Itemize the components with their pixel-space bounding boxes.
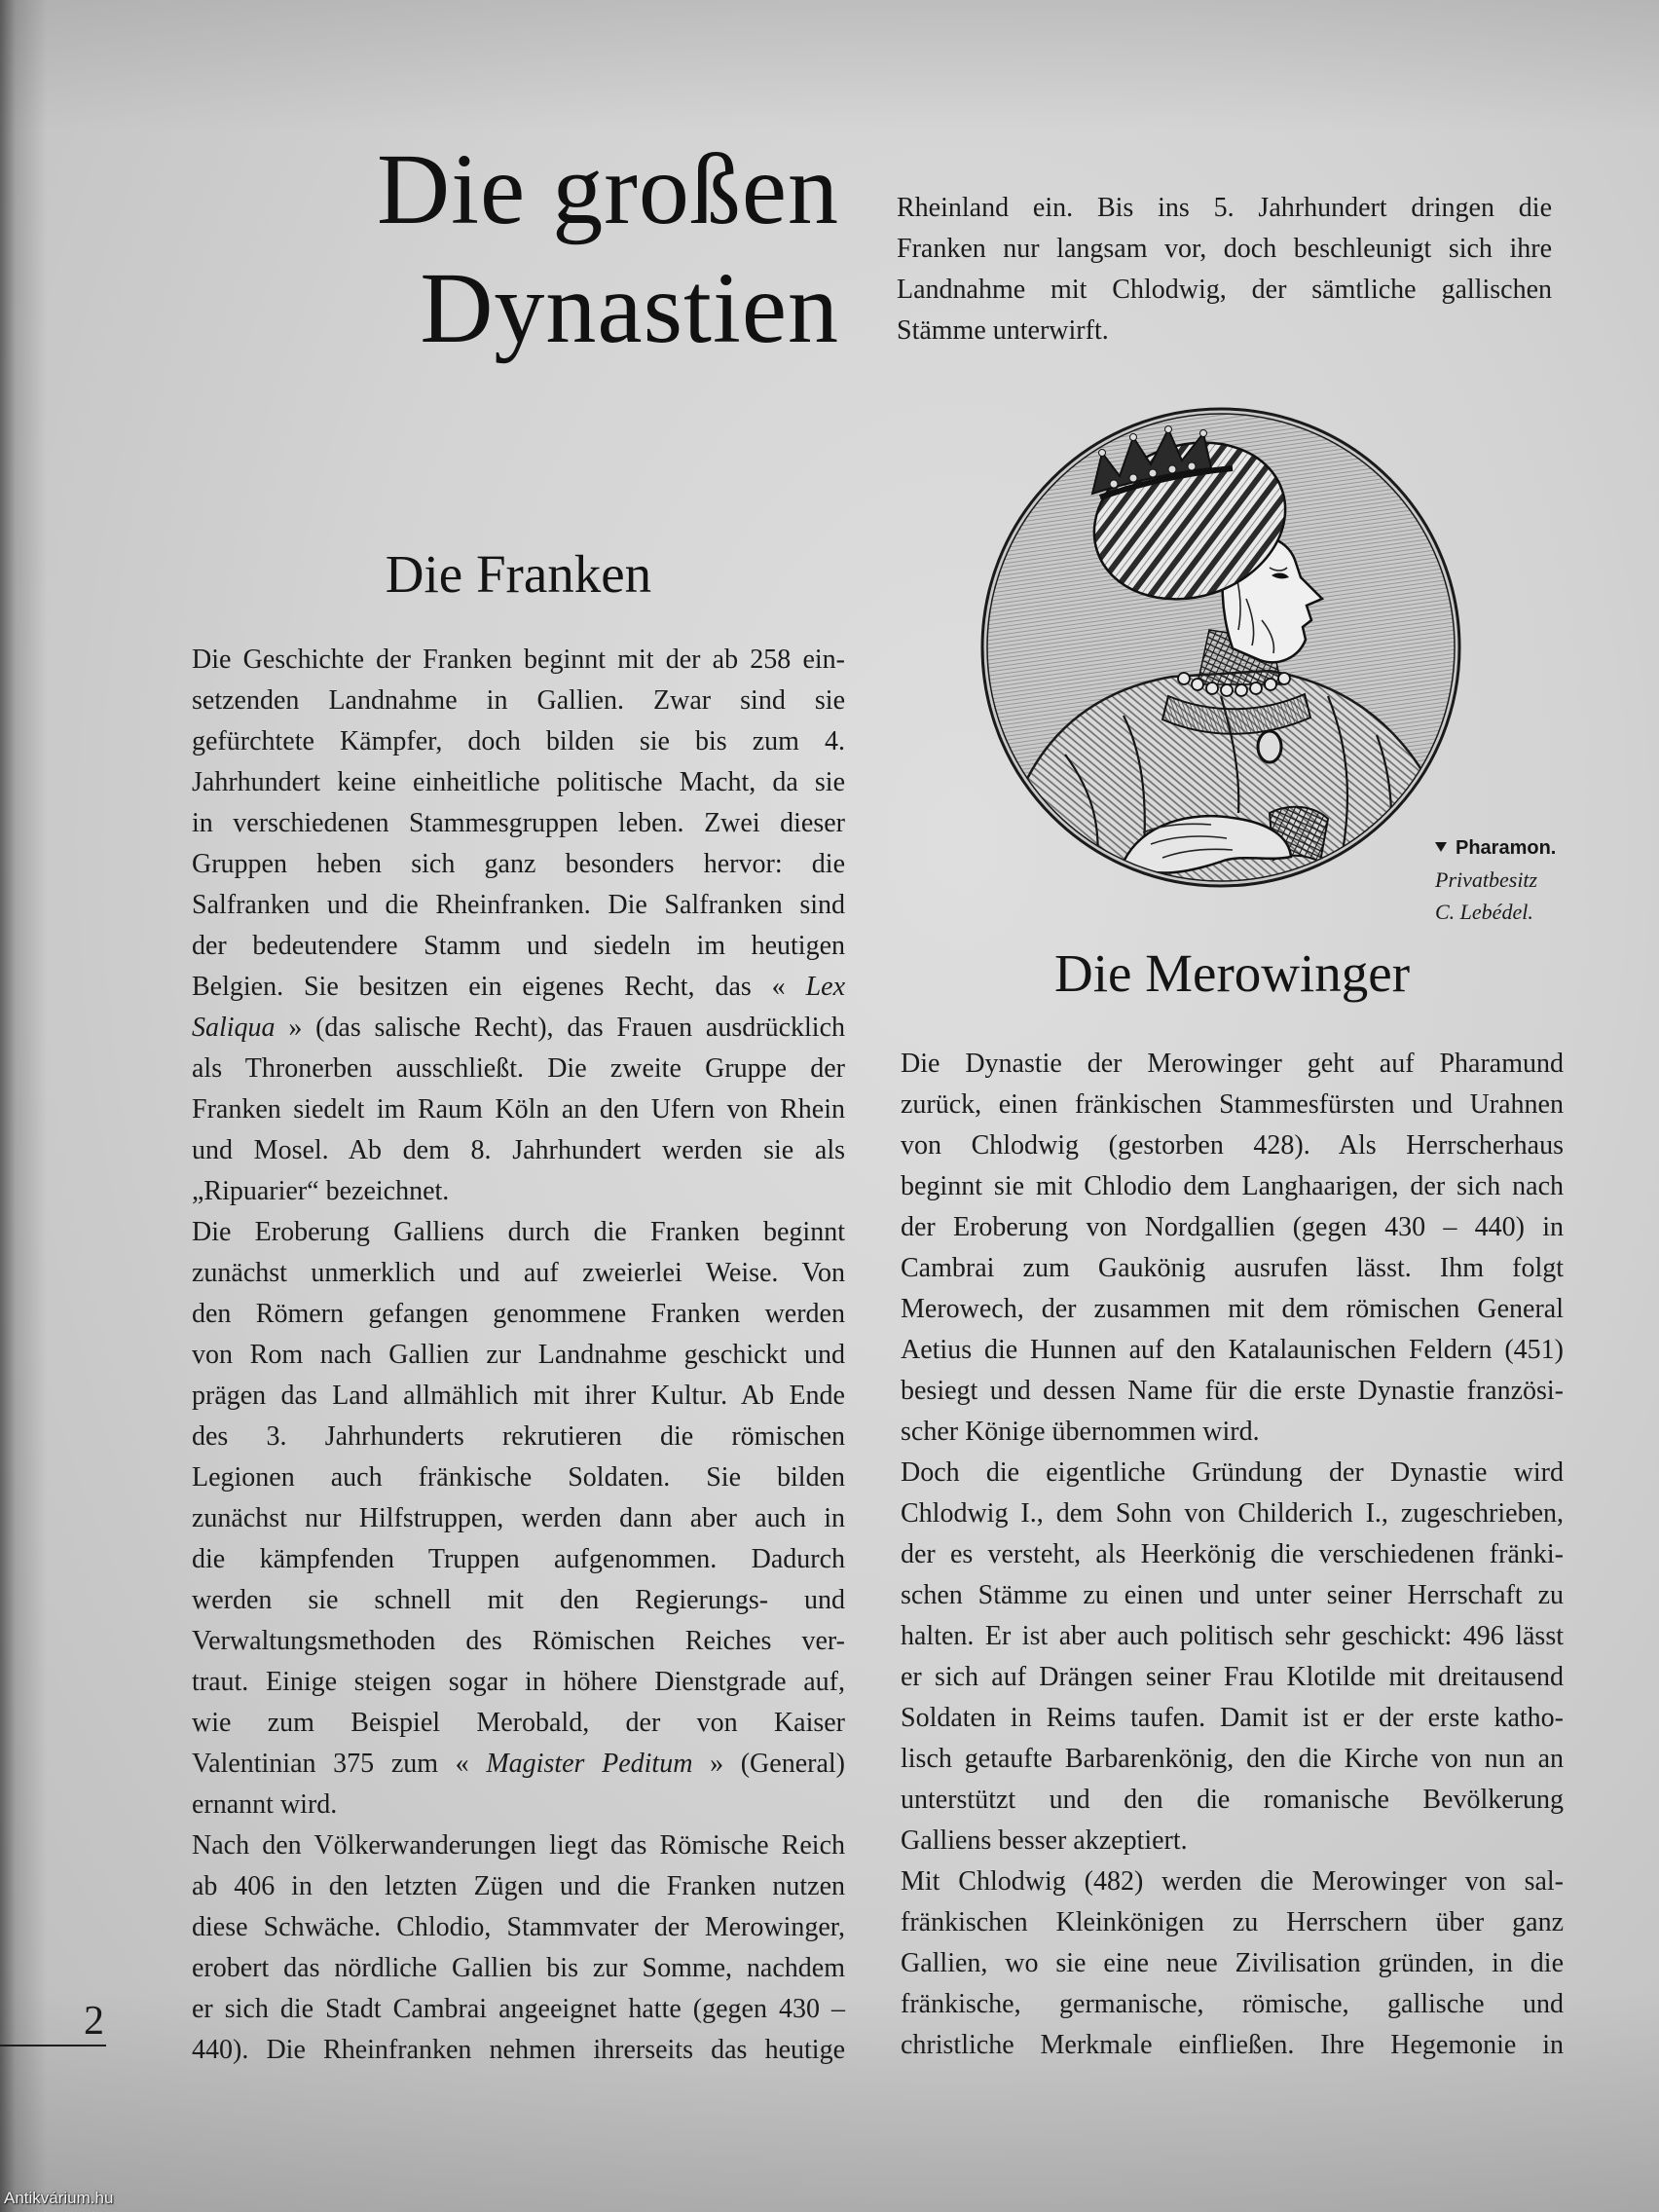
italic-term: Magister Peditum xyxy=(486,1749,693,1779)
text-line: ernannt wird. xyxy=(192,1789,338,1820)
paragraph xyxy=(192,1825,845,2071)
page-title-line-1: Die großen xyxy=(377,133,839,245)
text-line: er sich auf Drängen seiner Frau Klotilde mit dreitausend xyxy=(901,1662,1564,1692)
watermark: Antikvárium.hu xyxy=(4,2189,114,2207)
portrait-caption xyxy=(1435,832,1640,928)
text-line: von Chlodwig (gestorben 428). Als Herrscherhaus xyxy=(901,1130,1564,1161)
caption-credit-1: Privatbesitz xyxy=(1435,867,1538,892)
text-line: fränkische, germanische, römische, gallische und xyxy=(901,1989,1564,2019)
text-line: scher Könige übernommen wird. xyxy=(901,1417,1260,1447)
merowinger-text-column xyxy=(901,1044,1564,2066)
text-line: Merowech, der zusammen mit dem römischen General xyxy=(901,1294,1564,1324)
text-line: Gruppen heben sich ganz besonders hervor: die xyxy=(192,849,845,879)
text-line: Rheinland ein. Bis ins 5. Jahrhundert dringen die xyxy=(897,193,1552,223)
triangle-down-icon xyxy=(1435,842,1447,852)
text-line: zunächst unmerklich und auf zweierlei Weise. Von xyxy=(192,1258,845,1288)
page-number-rule xyxy=(0,2045,106,2046)
text-line: von Rom nach Gallien zur Landnahme geschickt und xyxy=(192,1340,845,1370)
text-line xyxy=(192,1744,845,1785)
text-line: gefürchtete Kämpfer, doch bilden sie bis zum 4. xyxy=(192,726,845,756)
page-number: 2 xyxy=(84,1999,104,2044)
text-line: diese Schwäche. Chlodio, Stammvater der Merowinger, xyxy=(192,1912,845,1942)
text-line: Franken siedelt im Raum Köln an den Ufern von Rhein xyxy=(192,1094,845,1124)
text-line: „Ripuarier“ bezeichnet. xyxy=(192,1176,450,1206)
text-line: des 3. Jahrhunderts rekrutieren die römischen xyxy=(192,1421,845,1452)
italic-term: Lex xyxy=(805,972,845,1002)
text-line: Die Dynastie der Merowinger geht auf Pharamund xyxy=(901,1049,1564,1079)
text-line: Soldaten in Reims taufen. Damit ist er der erste katho- xyxy=(901,1703,1564,1733)
text-line: setzenden Landnahme in Gallien. Zwar sind sie xyxy=(192,685,845,716)
text-line: als Thronerben ausschließt. Die zweite Gruppe der xyxy=(192,1053,845,1084)
text-line: unterstützt und den die romanische Bevölkerung xyxy=(901,1785,1564,1815)
brooch xyxy=(1258,731,1281,762)
section-heading-merowinger: Die Merowinger xyxy=(1053,943,1411,1003)
text-line: Mit Chlodwig (482) werden die Merowinger von sal- xyxy=(901,1866,1564,1897)
text-line: er sich die Stadt Cambrai angeeignet hatte (gegen 430 – xyxy=(192,1994,845,2024)
paragraph xyxy=(901,1862,1564,2066)
italic-term: Saliqua xyxy=(192,1013,276,1043)
paragraph xyxy=(192,640,845,1212)
page-title xyxy=(0,130,839,368)
text-line: Nach den Völkerwanderungen liegt das Römische Reich xyxy=(192,1830,845,1861)
text-line: 440). Die Rheinfranken nehmen ihrerseits das heutige xyxy=(192,2035,845,2065)
text-line: Doch die eigentliche Gründung der Dynastie wird xyxy=(901,1457,1564,1488)
text-line: und Mosel. Ab dem 8. Jahrhundert werden sie als xyxy=(192,1135,845,1165)
text-line xyxy=(192,1008,845,1049)
text-run: Belgien. Sie besitzen ein eigenes Recht, das « xyxy=(192,972,806,1002)
text-line: zunächst nur Hilfstruppen, werden dann aber auch in xyxy=(192,1503,845,1533)
text-line: Cambrai zum Gaukönig ausrufen lässt. Ihm folgt xyxy=(901,1253,1564,1283)
text-line: wie zum Beispiel Merobald, der von Kaiser xyxy=(192,1708,845,1738)
text-line: lisch getaufte Barbarenkönig, den die Kirche von nun an xyxy=(901,1744,1564,1774)
text-line xyxy=(192,967,845,1008)
text-line: der es versteht, als Heerkönig die verschiedenen fränki- xyxy=(901,1539,1564,1569)
text-run: » (General) xyxy=(692,1749,845,1779)
text-run: » (das salische Recht), das Frauen ausdrücklich xyxy=(275,1013,845,1043)
text-line: die kämpfenden Truppen aufgenommen. Dadurch xyxy=(192,1544,845,1574)
text-line: traut. Einige steigen sogar in höhere Dienstgrade auf, xyxy=(192,1667,845,1697)
text-line: Jahrhundert keine einheitliche politische Macht, da sie xyxy=(192,767,845,797)
text-line: erobert das nördliche Gallien bis zur Somme, nachdem xyxy=(192,1953,845,1983)
text-line: Verwaltungsmethoden des Römischen Reiches ver- xyxy=(192,1626,845,1656)
text-line: in verschiedenen Stammesgruppen leben. Zwei dieser xyxy=(192,808,845,838)
text-line: besiegt und dessen Name für die erste Dynastie französi- xyxy=(901,1376,1564,1406)
text-line: den Römern gefangen genommene Franken werden xyxy=(192,1299,845,1329)
paragraph xyxy=(901,1453,1564,1862)
text-line: ab 406 in den letzten Zügen und die Franken nutzen xyxy=(192,1871,845,1901)
text-line: Die Geschichte der Franken beginnt mit der ab 258 ein- xyxy=(192,645,845,675)
text-line: Galliens besser akzeptiert. xyxy=(901,1825,1188,1856)
caption-credit-2: C. Lebédel. xyxy=(1435,900,1533,924)
section-heading-franken: Die Franken xyxy=(385,544,652,604)
text-line: fränkischen Kleinkönigen zu Herrschern über ganz xyxy=(901,1907,1564,1937)
paragraph xyxy=(192,1212,845,1825)
text-line: prägen das Land allmählich mit ihrer Kultur. Ab Ende xyxy=(192,1381,845,1411)
text-line: Salfranken und die Rheinfranken. Die Salfranken sind xyxy=(192,890,845,920)
intro-text-column xyxy=(897,188,1552,351)
text-line: werden sie schnell mit den Regierungs- und xyxy=(192,1585,845,1615)
text-line: beginnt sie mit Chlodio dem Langhaarigen, der sich nach xyxy=(901,1171,1564,1201)
caption-title-text: Pharamon. xyxy=(1456,837,1557,859)
text-line: Die Eroberung Galliens durch die Franken beginnt xyxy=(192,1217,845,1247)
paragraph xyxy=(897,188,1552,351)
pharamon-portrait-medallion xyxy=(977,404,1464,891)
paragraph xyxy=(901,1044,1564,1453)
text-line: Franken nur langsam vor, doch beschleunigt sich ihre xyxy=(897,234,1552,264)
text-line: Stämme unterwirft. xyxy=(897,315,1109,346)
text-line: christliche Merkmale einfließen. Ihre Hegemonie in xyxy=(901,2030,1564,2060)
text-run: Valentinian 375 zum « xyxy=(192,1749,487,1779)
text-line: Chlodwig I., dem Sohn von Childerich I., zugeschrieben, xyxy=(901,1498,1564,1529)
text-line: Legionen auch fränkische Soldaten. Sie bilden xyxy=(192,1462,845,1493)
caption-title xyxy=(1435,832,1640,864)
page-title-line-2: Dynastien xyxy=(420,252,839,364)
text-line: der Eroberung von Nordgallien (gegen 430 – 440) in xyxy=(901,1212,1564,1242)
text-line: der bedeutendere Stamm und siedeln im heutigen xyxy=(192,931,845,961)
text-line: zurück, einen fränkischen Stammesfürsten und Urahnen xyxy=(901,1089,1564,1120)
text-line: Aetius die Hunnen auf den Katalaunischen Feldern (451) xyxy=(901,1335,1564,1365)
text-line: halten. Er ist aber auch politisch sehr geschickt: 496 lässt xyxy=(901,1621,1564,1651)
text-line: Landnahme mit Chlodwig, der sämtliche gallischen xyxy=(897,275,1552,305)
franken-text-column xyxy=(192,640,845,2071)
text-line: schen Stämme zu einen und unter seiner Herrschaft zu xyxy=(901,1580,1564,1610)
text-line: Gallien, wo sie eine neue Zivilisation gründen, in die xyxy=(901,1948,1564,1978)
